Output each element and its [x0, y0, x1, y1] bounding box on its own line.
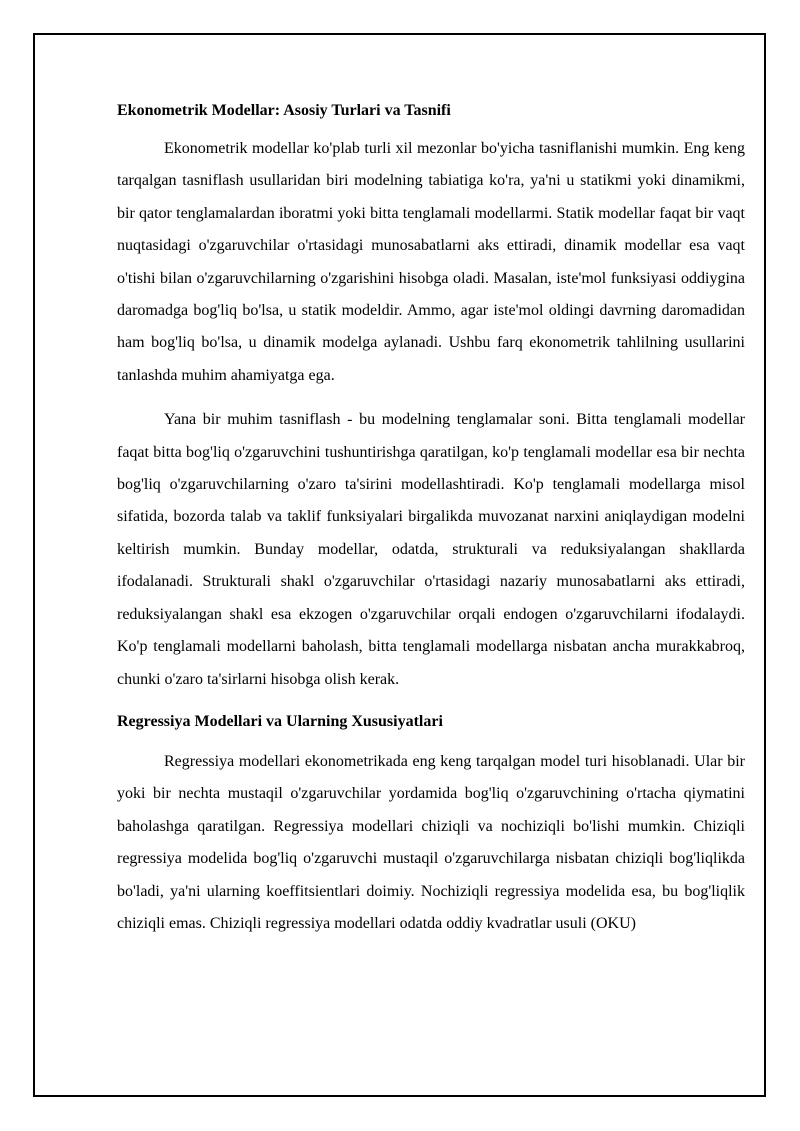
section-heading-regressiya-modellari: Regressiya Modellari va Ularning Xususiyatlari	[117, 712, 443, 730]
section-heading-ekonometrik-modellar: Ekonometrik Modellar: Asosiy Turlari va Tasnifi	[117, 102, 451, 119]
paragraph-regression: Regressiya modellari ekonometrikada eng keng tarqalgan model turi hisoblanadi. Ular bir yoki bir nechta mustaqil o'zgaruvchilar yordamida bog'liq o'zgaruvchining o'rtacha qiymatini baholashga qaratilgan. Regressiya modellari chiziqli va nochiziqli bo'lishi mumkin. Chiziqli regressiya modelida bog'liq o'zgaruvchi mustaqil o'zgaruvchilarga nisbatan chiziqli bog'liqlikda bo'ladi, ya'ni ularning koeffitsientlari doimiy. Nochiziqli regressiya modelida esa, bu bog'liqlik chiziqli emas. Chiziqli regressiya modellari odatda oddiy kvadratlar usuli (OKU)	[117, 752, 745, 932]
paragraph-equation-count: Yana bir muhim tasniflash - bu modelning tenglamalar soni. Bitta tenglamali modellar faqat bitta bog'liq o'zgaruvchini tushuntirishga qaratilgan, ko'p tenglamali modellar esa bir nechta bog'liq o'zgaruvchilarning o'zaro ta'sirini modellashtiradi. Ko'p tenglamali modellarga misol sifatida, bozorda talab va taklif funksiyalari birgalikda muvozanat narxini aniqlaydigan modelni keltirish mumkin. Bunday modellar, odatda, strukturali va reduksiyalangan shakllarda ifodalanadi. Strukturali shakl o'zgaruvchilar o'rtasidagi nazariy munosabatlarni aks ettiradi, reduksiyalangan shakl esa ekzogen o'zgaruvchilar orqali endogen o'zgaruvchilarni ifodalaydi. Ko'p tenglamali modellarni baholash, bitta tenglamali modellarga nisbatan ancha murakkabroq, chunki o'zaro ta'sirlarni hisobga olish kerak.	[117, 411, 745, 688]
document-body	[117, 99, 745, 952]
paragraph-classification: Ekonometrik modellar ko'plab turli xil mezonlar bo'yicha tasniflanishi mumkin. Eng keng tarqalgan tasniflash usullaridan biri modelning tabiatiga ko'ra, ya'ni u statikmi yoki dinamikmi, bir qator tenglamalardan iboratmi yoki bitta tenglamali modellarmi. Statik modellar faqat bir vaqt nuqtasidagi o'zgaruvchilar o'rtasidagi munosabatlarni aks ettiradi, dinamik modellar esa vaqt o'tishi bilan o'zgaruvchilarning o'zgarishini hisobga oladi. Masalan, iste'mol funksiyasi oddiygina daromadga bog'liq bo'lsa, u statik modeldir. Ammo, agar iste'mol oldingi davrning daromadidan ham bog'liq bo'lsa, u dinamik modelga aylanadi. Ushbu farq ekonometrik tahlilning usullarini tanlashda muhim ahamiyatga ega.	[117, 140, 745, 384]
page-frame	[33, 33, 766, 1097]
